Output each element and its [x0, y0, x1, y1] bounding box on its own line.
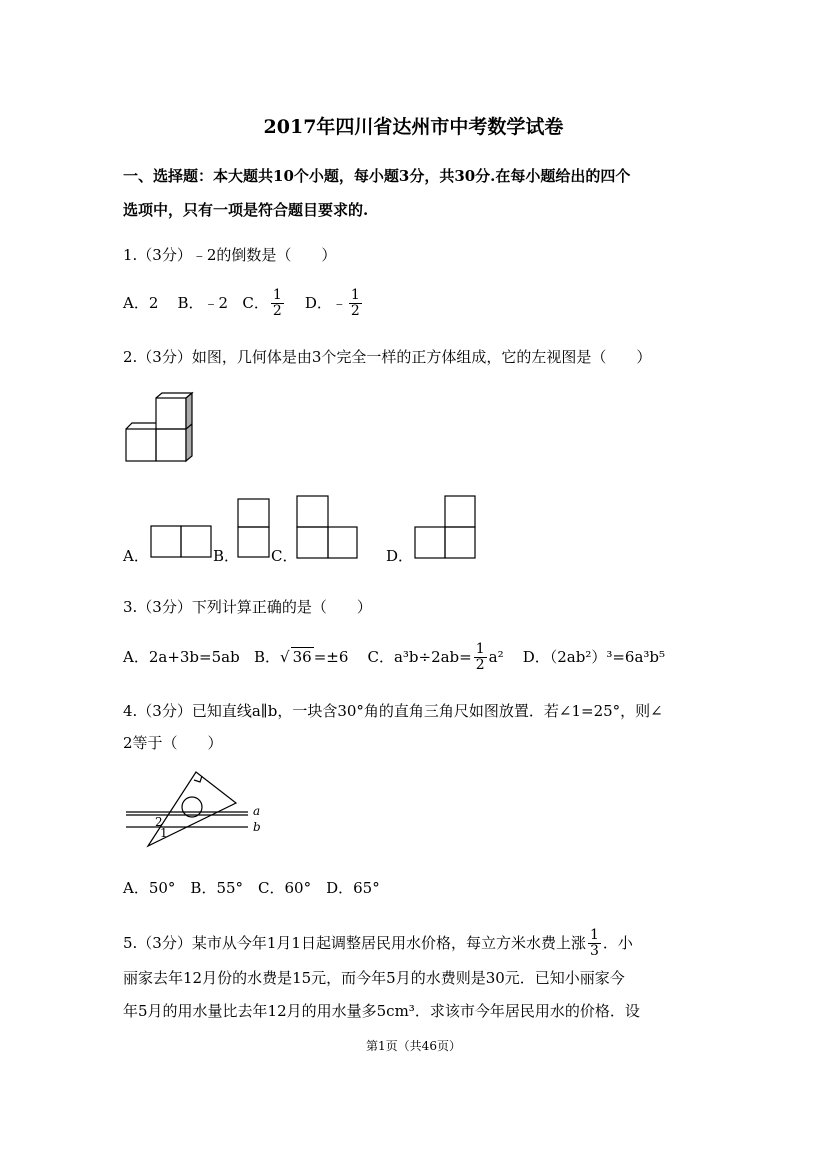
question-4-options: A．50° B．55° C．60° D．65° [123, 879, 380, 897]
triangle-parallel-lines-figure [124, 770, 274, 855]
question-4-line2: 2等于（ ） [123, 734, 223, 752]
question-1-options [123, 288, 364, 320]
question-4-line1: 4.（3分）已知直线a∥b，一块含30°角的直角三角尺如图放置．若∠1=25°，则∠ [123, 702, 663, 720]
q2-option-c-figure [296, 495, 360, 560]
angle-2-label: 2 [155, 815, 163, 829]
page-footer: 第1页（共46页） [366, 1039, 461, 1053]
section-heading-line2: 选项中，只有一项是符合题目要求的. [123, 201, 369, 219]
question-2-stem: 2.（3分）如图，几何体是由3个完全一样的正方体组成，它的左视图是（ ） [123, 348, 652, 366]
line-a-label: a [253, 804, 261, 818]
q3-option-a: A．2a+3b=5ab [123, 647, 240, 666]
question-1-stem: 1.（3分）﹣2的倒数是（ ） [123, 246, 337, 264]
q2-option-c-label: C． [271, 547, 298, 565]
q1-option-d: D．﹣ $\frac{1}{2}$ [304, 287, 360, 320]
question-3-stem: 3.（3分）下列计算正确的是（ ） [123, 598, 372, 616]
question-5-line2: 丽家去年12月份的水费是15元，而今年5月的水费则是30元．已知小丽家今 [123, 969, 625, 987]
q3-option-b: B．√ 36 =±6 [254, 647, 349, 666]
question-3-options [123, 642, 665, 674]
question-5-line3: 年5月的用水量比去年12月的用水量多5cm³．求该市今年居民用水的价格．设 [123, 1002, 640, 1020]
q1-option-c: C． $\frac{1}{2}$ [242, 287, 282, 320]
q1-option-b: B．﹣2 [177, 293, 229, 312]
line-b-label: b [253, 820, 261, 834]
question-5-line1: 5.（3分）某市从今年1月1日起调整居民用水价格，每立方米水费上涨 $\frac{1}{3}$ ．小 [123, 927, 633, 960]
q2-option-a-label: A． [123, 547, 149, 565]
q2-option-a-figure [150, 525, 214, 559]
q3-option-c: C．a³b÷2ab= $\frac{1}{2}$ a² [367, 641, 504, 674]
q1-option-a: A．2 [123, 293, 159, 312]
q2-option-b-label: B． [213, 547, 240, 565]
cube-solid-figure [125, 392, 195, 464]
q3-option-d: D．（2ab²）³=6a³b⁵ [522, 647, 666, 666]
q2-option-d-label: D． [386, 547, 414, 565]
angle-1-label: 1 [160, 826, 168, 840]
q2-option-b-figure [237, 498, 271, 560]
page-title: 2017年四川省达州市中考数学试卷 [263, 116, 564, 138]
q2-option-d-figure [414, 495, 478, 560]
section-heading-line1: 一、选择题：本大题共10个小题，每小题3分，共30分.在每小题给出的四个 [123, 167, 631, 185]
